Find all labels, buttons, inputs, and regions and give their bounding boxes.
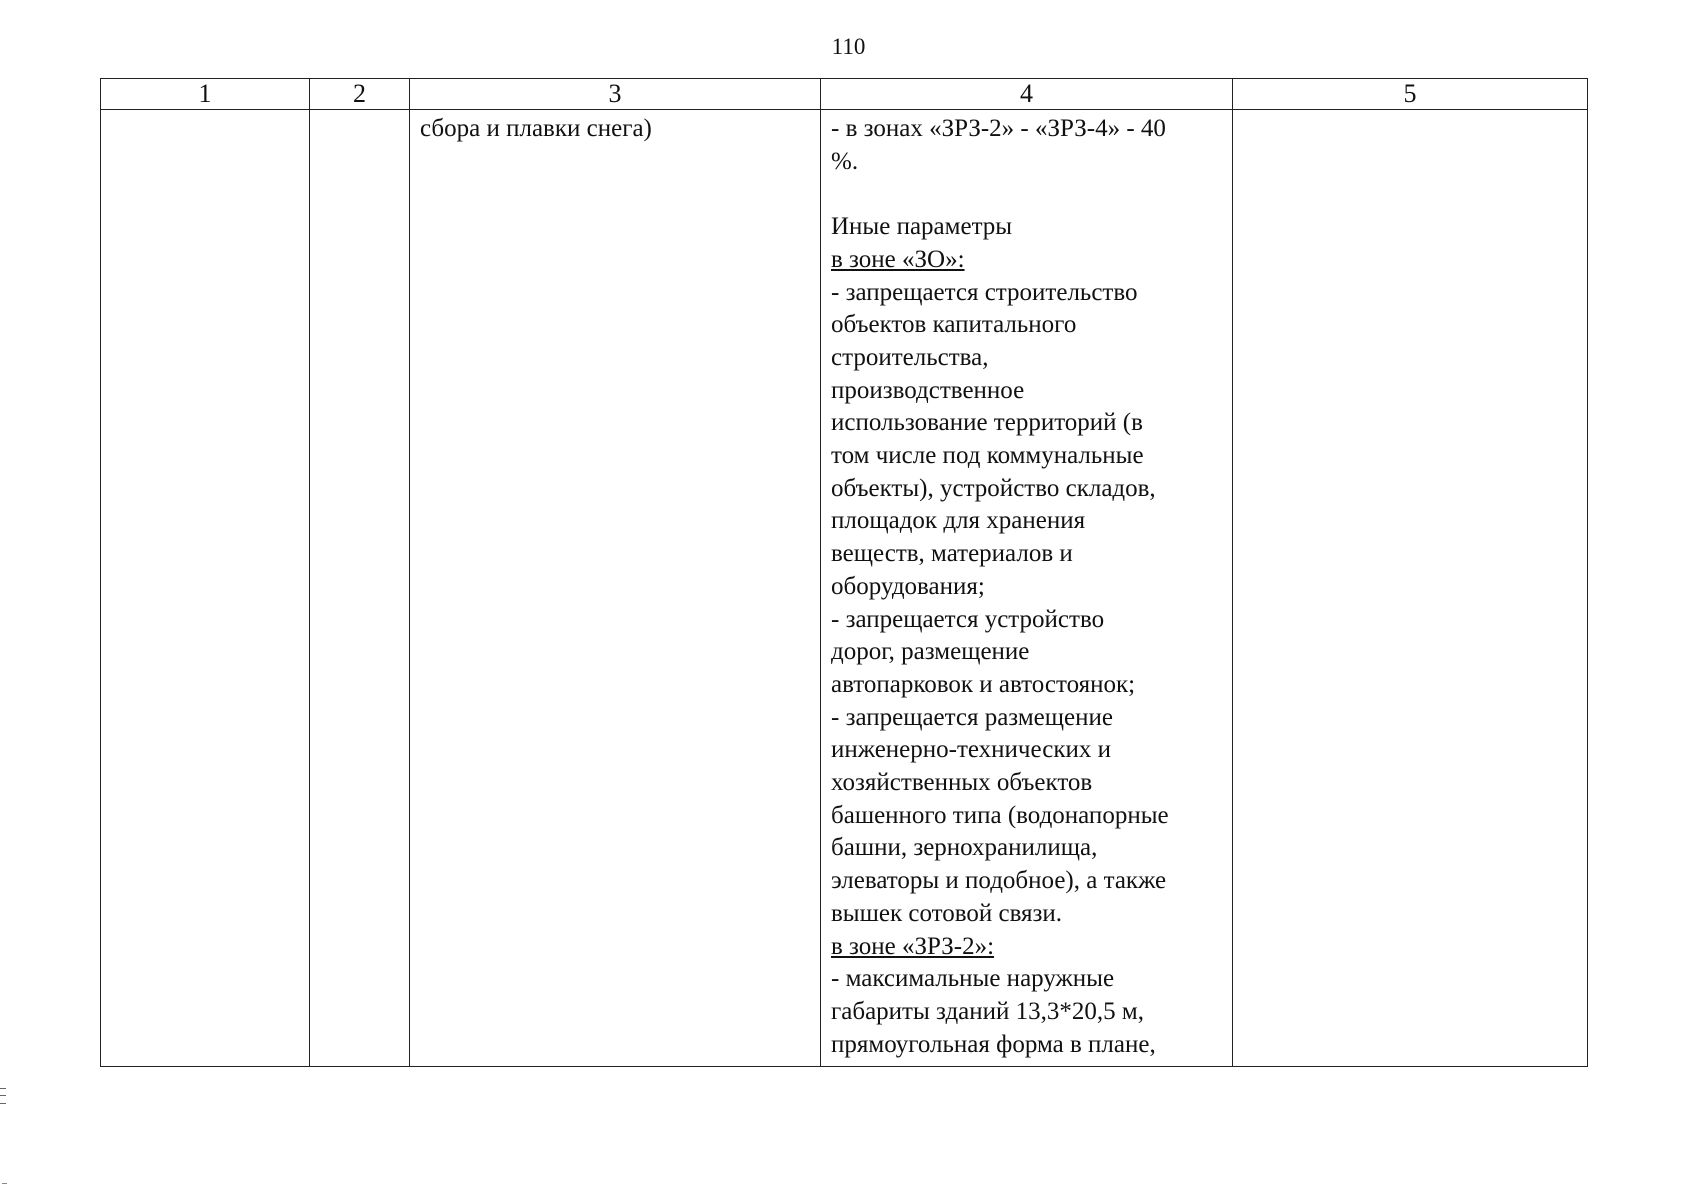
col4-text (821, 110, 1232, 1061)
zone-zo-heading: в зоне «ЗО»: (831, 245, 965, 273)
cell-col-3 (410, 110, 821, 1067)
zone-zrz2-heading: в зоне «ЗРЗ-2»: (831, 932, 995, 960)
text-line: - запрещается размещение (831, 703, 1113, 731)
text-line: площадок для хранения (831, 507, 1086, 535)
text-line: производственное (831, 376, 1025, 404)
text-line: хозяйственных объектов (831, 769, 1093, 797)
text-line: веществ, материалов и (831, 540, 1073, 568)
cell-col-4 (821, 110, 1233, 1067)
column-header-3: 3 (410, 79, 821, 110)
text-line: элеваторы и подобное), а также (831, 867, 1167, 895)
column-header-2: 2 (310, 79, 410, 110)
table-row (101, 110, 1588, 1067)
text-line: вышек сотовой связи. (831, 899, 1063, 927)
col3-text (410, 110, 820, 146)
text-line: дорог, размещение (831, 638, 1030, 666)
text-line: том числе под коммунальные (831, 442, 1144, 470)
text-line: объектов капитального (831, 311, 1077, 339)
text-line: - запрещается устройство (831, 605, 1105, 633)
scan-artifact (2, 1183, 7, 1184)
document-table (100, 78, 1588, 1067)
text-line: башни, зернохранилища, (831, 834, 1098, 862)
column-header-5: 5 (1233, 79, 1588, 110)
other-params-title: Иные параметры (831, 213, 1013, 241)
header-row (101, 79, 1588, 110)
text-line: - запрещается строительство (831, 278, 1138, 306)
cell-col-2 (310, 110, 410, 1067)
cell-col-1 (101, 110, 310, 1067)
text-line: инженерно-технических и (831, 736, 1111, 764)
text-line: башенного типа (водонапорные (831, 801, 1169, 829)
blank-line (831, 178, 1222, 211)
text-line: объекты), устройство складов, (831, 474, 1156, 502)
column-header-1: 1 (101, 79, 310, 110)
text-line: прямоугольная форма в плане, (831, 1030, 1156, 1058)
text-line: оборудования; (831, 572, 985, 600)
text-line: строительства, (831, 343, 989, 371)
text-line: - в зонах «ЗРЗ-2» - «ЗРЗ-4» - 40 (831, 115, 1166, 142)
text-line: - максимальные наружные (831, 965, 1115, 993)
text-line: габариты зданий 13,3*20,5 м, (831, 997, 1144, 1025)
scan-artifact (0, 1088, 6, 1104)
text-line: использование территорий (в (831, 409, 1143, 437)
column-header-4: 4 (821, 79, 1233, 110)
text-line: %. (831, 147, 859, 175)
page-number: 110 (831, 34, 866, 59)
cell-col-5 (1233, 110, 1588, 1067)
text-line: автопарковок и автостоянок; (831, 670, 1136, 698)
text-line: сбора и плавки снега) (420, 115, 652, 142)
